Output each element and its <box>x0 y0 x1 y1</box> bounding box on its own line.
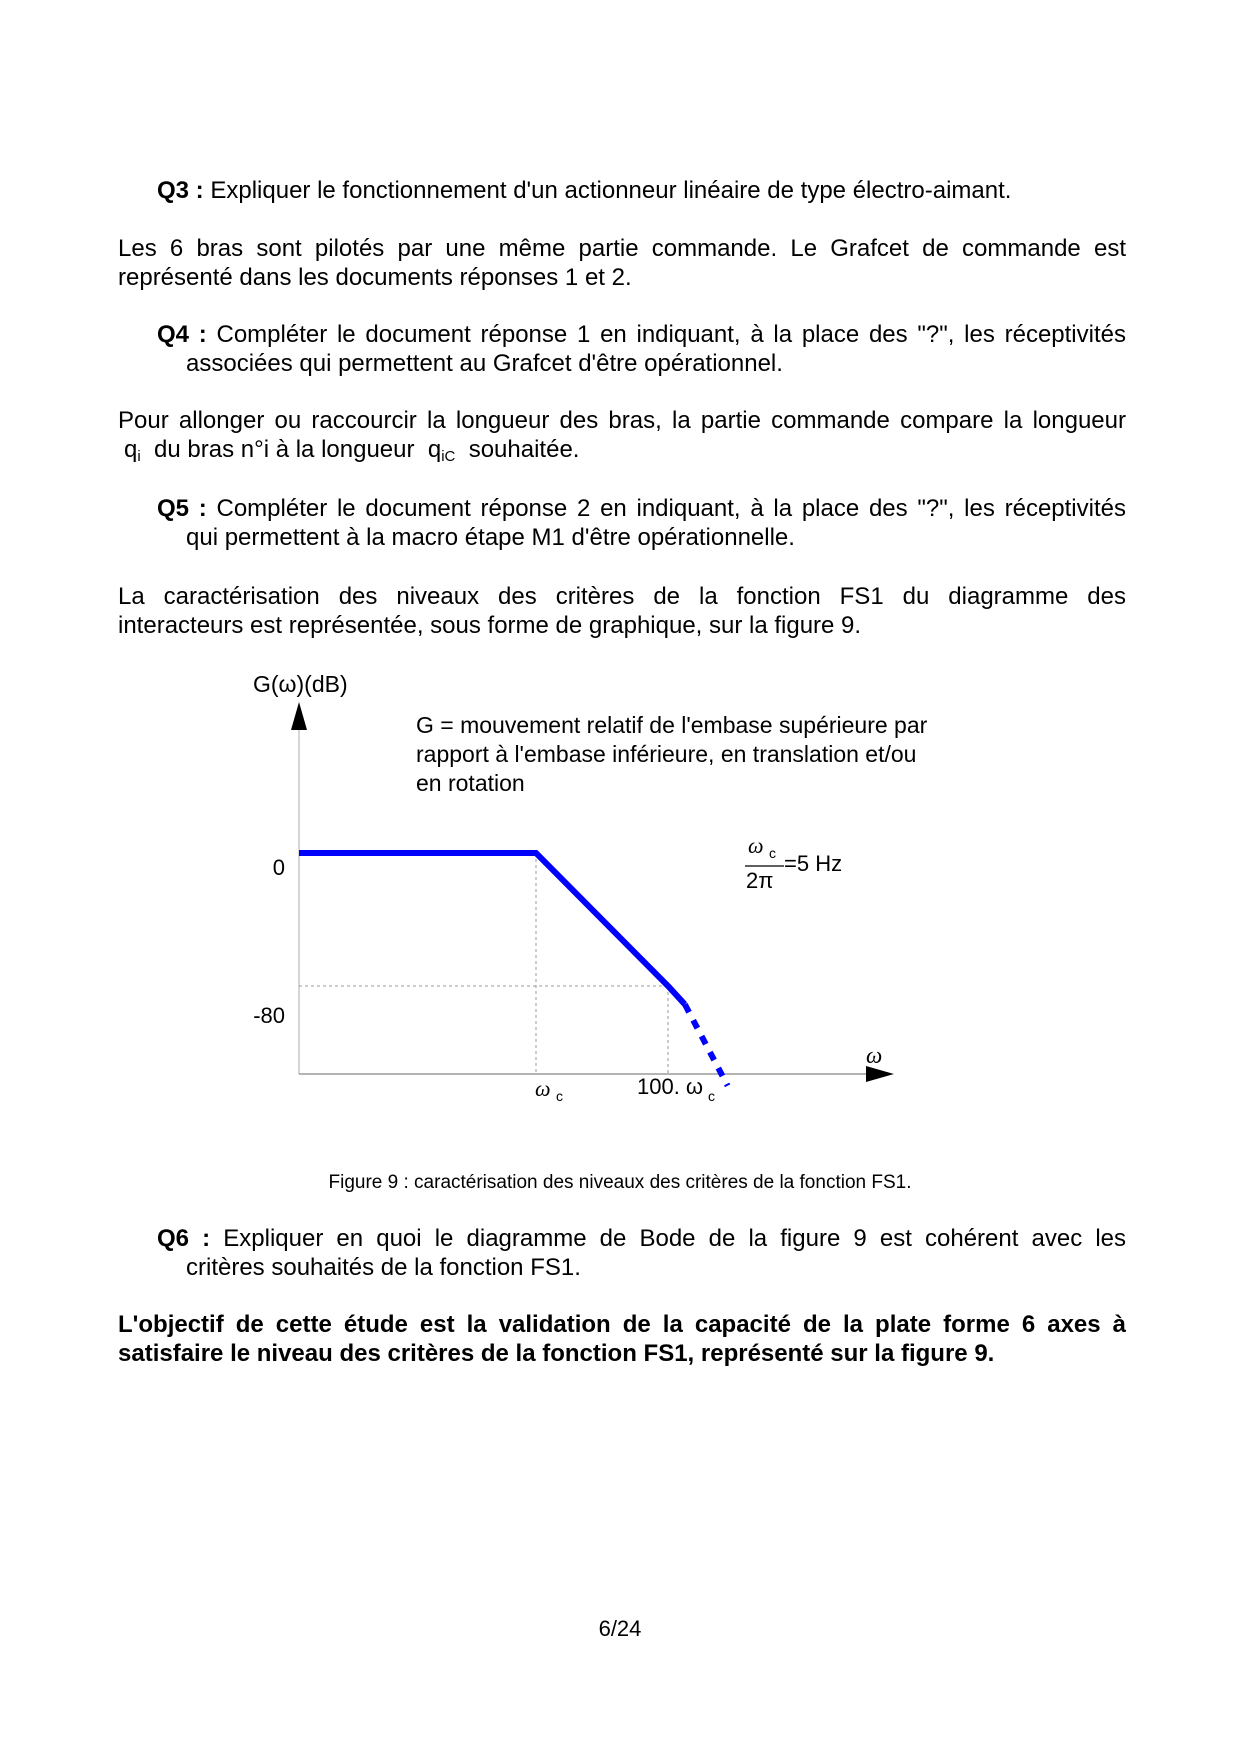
annotation-line3: en rotation <box>416 770 525 796</box>
q6-line2: critères souhaités de la fonction FS1. <box>186 1254 581 1281</box>
y-axis-arrow-icon <box>291 702 307 730</box>
paragraph-caracterisation-line2: interacteurs est représentée, sous forme de graphique, sur la figure 9. <box>118 612 862 639</box>
q3-text: Expliquer le fonctionnement d'un actionneur linéaire de type électro-aimant. <box>210 177 1012 204</box>
q5-line2: qui permettent à la macro étape M1 d'être opérationnelle. <box>186 524 795 551</box>
formula-rhs: =5 Hz <box>784 851 843 876</box>
figure-caption: Figure 9 : caractérisation des niveaux des critères de la fonction FS1. <box>328 1172 912 1193</box>
q4-line1: Compléter le document réponse 1 en indiquant, à la place des "?", les réceptivités <box>216 321 1126 348</box>
formula-denominator: 2π <box>746 868 774 893</box>
paragraph-bras-line1: Les 6 bras sont pilotés par une même partie commande. Le Grafcet de commande est <box>118 235 1126 262</box>
cutoff-formula <box>745 833 842 893</box>
q6-line1: Expliquer en quoi le diagramme de Bode de la figure 9 est cohérent avec les <box>223 1225 1126 1252</box>
conclusion-line1: L'objectif de cette étude est la validation de la capacité de la plate forme 6 axes à <box>118 1311 1126 1338</box>
q5-label: Q5 : <box>157 495 207 522</box>
svg-text:c: c <box>556 1088 563 1104</box>
y-tick-minus80: -80 <box>253 1003 285 1028</box>
formula-numerator-sub: c <box>769 845 776 861</box>
conclusion-line2: satisfaire le niveau des critères de la fonction FS1, représenté sur la figure 9. <box>118 1340 995 1367</box>
svg-text:100. ω: 100. ω <box>637 1074 704 1099</box>
q5-line1: Compléter le document réponse 2 en indiquant, à la place des "?", les réceptivités <box>216 495 1126 522</box>
q3-label: Q3 : <box>157 177 204 204</box>
x-tick-wc <box>535 1076 563 1104</box>
paragraph-longueur-line1: Pour allonger ou raccourcir la longueur des bras, la partie commande compare la longueur <box>118 407 1126 434</box>
x-tick-100wc <box>637 1074 715 1104</box>
annotation-line1: G = mouvement relatif de l'embase supérieure par <box>416 712 928 738</box>
x-axis-label: ω <box>866 1043 883 1068</box>
paragraph-longueur-mid: du bras n°i à la longueur <box>154 436 415 463</box>
q4-line2: associées qui permettent au Grafcet d'être opérationnel. <box>186 350 783 377</box>
gain-curve-solid <box>299 853 685 1004</box>
formula-numerator: ω <box>748 833 764 858</box>
annotation-line2: rapport à l'embase inférieure, en translation et/ou <box>416 741 917 767</box>
x-axis-arrow-icon <box>866 1066 894 1082</box>
paragraph-bras-line2: représenté dans les documents réponses 1 et 2. <box>118 264 632 291</box>
symbol-qi: $q_i$ <box>124 436 141 465</box>
page-number: 6/24 <box>598 1616 642 1641</box>
paragraph-caracterisation-line1: La caractérisation des niveaux des critères de la fonction FS1 du diagramme des <box>118 583 1126 610</box>
svg-text:c: c <box>708 1088 715 1104</box>
symbol-qic: $q_{iC}$ <box>427 436 456 465</box>
paragraph-longueur-end: souhaitée. <box>468 436 580 463</box>
q6-label: Q6 : <box>157 1225 211 1252</box>
conclusion-paragraph <box>118 1310 1126 1368</box>
question-q6 <box>157 1224 1126 1282</box>
q4-label: Q4 : <box>157 321 207 348</box>
y-axis-label: G(ω)(dB) <box>253 671 348 697</box>
y-tick-0: 0 <box>272 855 285 880</box>
svg-text:ω: ω <box>535 1076 551 1101</box>
